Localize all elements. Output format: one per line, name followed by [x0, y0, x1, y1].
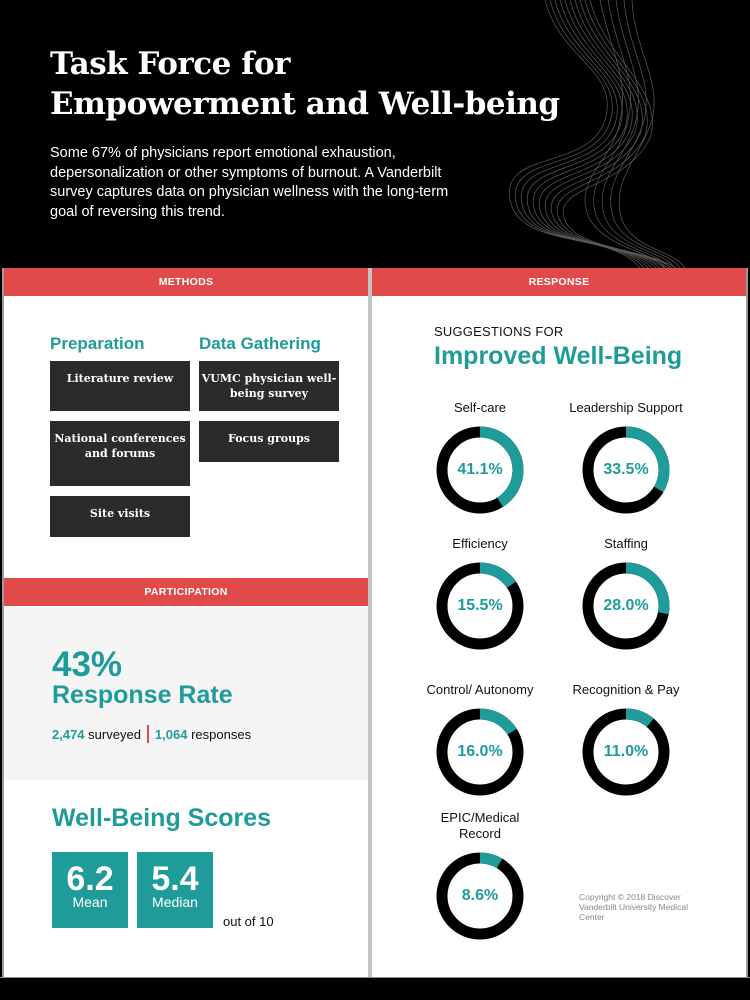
donut-leadership-support: [566, 384, 686, 516]
median-score-box: [137, 852, 213, 928]
right-column: [372, 268, 748, 977]
donut-label: Staffing: [604, 536, 648, 551]
surveyed-label: surveyed: [88, 726, 141, 742]
suggestions-title: Improved Well-Being: [434, 342, 683, 370]
donut-label: Leadership Support: [569, 400, 683, 415]
wave-lines-decoration: [490, 0, 750, 268]
surveyed-count: 2,474: [52, 726, 85, 742]
donut-value: 41.1%: [457, 461, 503, 478]
method-site-visits: Site visits: [50, 496, 190, 537]
donut-ring: [434, 424, 526, 516]
participation-header: PARTICIPATION: [4, 578, 368, 606]
donut-value: 8.6%: [461, 887, 499, 904]
suggestions-subtitle: SUGGESTIONS FOR: [434, 324, 564, 339]
median-score-label: Median: [152, 894, 198, 910]
donut-label: Recognition & Pay: [572, 682, 680, 697]
hero-banner: [0, 0, 750, 268]
survey-counts: [52, 725, 251, 743]
intro-description: Some 67% of physicians report emotional exhaustion, depersonalization or other symptoms of burnout. A Vanderbilt survey captures data on physician wellness with the long-term goal of reversing this trend.: [50, 145, 449, 220]
method-national-conferences: National conferences and forums: [50, 421, 190, 486]
donut-label: Self-care: [453, 400, 507, 415]
responses-count: 1,064: [154, 726, 188, 742]
donut-self-care: [420, 384, 540, 516]
donut-ring: [434, 560, 526, 652]
responses-label: responses: [191, 726, 252, 742]
donut-value: 33.5%: [603, 461, 649, 478]
score-scale: out of 10: [223, 914, 274, 929]
median-score-value: 5.4: [151, 860, 199, 898]
donut-ring: [580, 424, 672, 516]
method-literature-review: Literature review: [50, 361, 190, 411]
left-column: [2, 268, 368, 977]
donut-recognition-pay: [566, 666, 686, 798]
donut-label: Efficiency: [452, 536, 508, 551]
mean-score-value: 6.2: [66, 860, 114, 898]
mean-score-label: Mean: [72, 894, 108, 910]
page-title: [50, 44, 560, 124]
response-header: RESPONSE: [372, 268, 746, 296]
donut-ring: [434, 706, 526, 798]
preparation-heading: Preparation: [50, 334, 145, 353]
mean-score-box: [52, 852, 128, 928]
donut-value: 16.0%: [457, 743, 503, 760]
donut-ring: [580, 706, 672, 798]
donut-efficiency: [420, 520, 540, 652]
donut-label: Control/ Autonomy: [426, 682, 534, 697]
copyright-notice: Copyright © 2018 Discover Vanderbilt University Medical Center: [579, 892, 688, 922]
response-rate-label: Response Rate: [52, 681, 233, 709]
data-gathering-heading: Data Gathering: [199, 334, 321, 353]
methods-header: METHODS: [4, 268, 368, 296]
donut-ring: [434, 850, 526, 942]
counts-divider: [147, 725, 149, 743]
donut-value: 11.0%: [603, 743, 649, 760]
donut-staffing: [566, 520, 686, 652]
footer-bar: [0, 977, 750, 1000]
donut-value: 28.0%: [603, 597, 649, 614]
participation-panel: [4, 607, 368, 780]
method-vumc-survey: VUMC physician well-being survey: [199, 361, 339, 411]
donut-value: 15.5%: [457, 597, 503, 614]
donut-label: EPIC/Medical Record: [440, 810, 520, 841]
title-line-1: Task Force for: [50, 46, 290, 82]
donut-control-autonomy: [420, 666, 540, 798]
donut-ring: [580, 560, 672, 652]
wellbeing-scores-title: Well-Being Scores: [52, 804, 272, 832]
response-rate-value: 43%: [52, 645, 123, 684]
method-focus-groups: Focus groups: [199, 421, 339, 462]
donut-epic-medical-record: [420, 810, 540, 942]
title-line-2: Empowerment and Well-being: [50, 86, 560, 122]
